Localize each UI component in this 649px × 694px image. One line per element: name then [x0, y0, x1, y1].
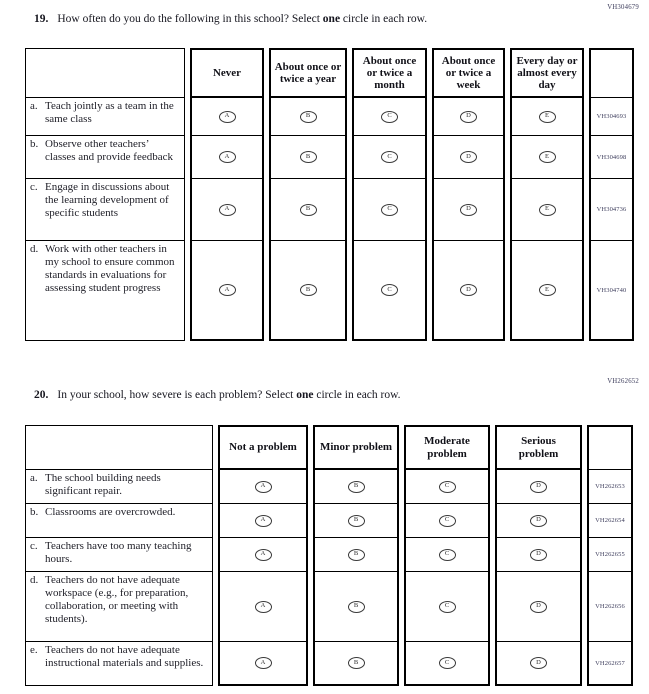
question-20-prompt-pre: In your school, how severe is each problem? Select	[57, 389, 297, 401]
q20-b-row-code	[587, 504, 633, 538]
q20-a-option-cell	[218, 470, 308, 504]
row-text: Teach jointly as a team in the same class	[45, 100, 174, 125]
q20-d-row-code	[587, 572, 633, 642]
row-text: The school building needs significant repair.	[45, 472, 161, 497]
q20-d-option-cell	[313, 572, 399, 642]
q19-a-option-cell	[352, 98, 427, 136]
answer-bubble[interactable]: B	[348, 481, 365, 493]
answer-bubble[interactable]: A	[255, 549, 272, 561]
q20-e-option-cell	[404, 642, 490, 686]
answer-bubble[interactable]: B	[348, 657, 365, 669]
q20-stub-header	[25, 425, 213, 470]
q19-a-option-cell	[510, 98, 584, 136]
answer-bubble[interactable]: C	[439, 657, 456, 669]
q19-b-option-cell	[352, 136, 427, 179]
answer-bubble[interactable]: B	[300, 204, 317, 216]
row-text: Observe other teachers’ classes and provide feedback	[45, 138, 173, 163]
answer-bubble[interactable]: D	[530, 515, 547, 527]
question-20-prompt-post: circle in each row.	[313, 389, 401, 401]
question-20-prompt-bold: one	[296, 389, 314, 401]
row-letter: a.	[30, 472, 38, 484]
q19-c-option-cell	[352, 179, 427, 241]
q19-d-option-cell	[269, 241, 347, 341]
answer-bubble[interactable]: A	[255, 515, 272, 527]
answer-bubble[interactable]: A	[255, 481, 272, 493]
answer-bubble[interactable]: B	[348, 549, 365, 561]
answer-bubble[interactable]: C	[381, 204, 398, 216]
answer-bubble[interactable]: E	[539, 204, 556, 216]
q20-e-option-cell	[313, 642, 399, 686]
q20-e-row-code	[587, 642, 633, 686]
q20-c-option-cell	[404, 538, 490, 572]
row-letter: c.	[30, 181, 38, 193]
question-19-prompt-bold: one	[322, 13, 341, 25]
q20-row-label-e	[25, 642, 213, 686]
q19-a-row-code	[589, 98, 634, 136]
q20-c-option-cell	[495, 538, 582, 572]
q20-b-option-cell	[404, 504, 490, 538]
answer-bubble[interactable]: A	[219, 204, 236, 216]
row-letter: d.	[30, 574, 39, 586]
q19-a-option-cell	[190, 98, 264, 136]
row-letter: b.	[30, 138, 39, 150]
row-text: Classrooms are overcrowded.	[45, 506, 176, 518]
answer-bubble[interactable]: C	[439, 481, 456, 493]
row-letter: b.	[30, 506, 39, 518]
q20-e-option-cell	[495, 642, 582, 686]
q19-c-option-cell	[510, 179, 584, 241]
question-19-number: 19.	[34, 13, 49, 25]
q19-b-option-cell	[269, 136, 347, 179]
q20-row-label-b	[25, 504, 213, 538]
answer-bubble[interactable]: C	[439, 549, 456, 561]
q19-c-row-code	[589, 179, 634, 241]
q20-row-label-a	[25, 470, 213, 504]
question-20-accession-code: VH262652	[607, 378, 639, 385]
q20-code-column-header	[587, 425, 633, 470]
answer-bubble[interactable]: B	[300, 111, 317, 123]
q19-code-column-header	[589, 48, 634, 98]
q20-column-header-serious-problem: Serious problem	[495, 425, 582, 470]
q20-d-option-cell	[495, 572, 582, 642]
answer-bubble[interactable]: C	[439, 601, 456, 613]
row-text: Engage in discussions about the learning development of specific students	[45, 181, 170, 219]
row-code-text: VH304698	[596, 153, 627, 161]
q19-row-label-d	[25, 241, 185, 341]
question-19-prompt-post: circle in each row.	[340, 13, 428, 25]
answer-bubble[interactable]: A	[219, 111, 236, 123]
answer-bubble[interactable]: A	[219, 284, 236, 296]
q19-column-header-never: Never	[190, 48, 264, 98]
q19-column-header-every-day: Every day or almost every day	[510, 48, 584, 98]
question-19-title	[34, 13, 427, 25]
q19-d-option-cell	[352, 241, 427, 341]
q20-row-label-d	[25, 572, 213, 642]
question-19-accession-code: VH304679	[607, 4, 639, 11]
answer-bubble[interactable]: B	[348, 601, 365, 613]
row-letter: c.	[30, 540, 38, 552]
q20-row-label-c	[25, 538, 213, 572]
row-letter: a.	[30, 100, 38, 112]
answer-bubble[interactable]: D	[530, 481, 547, 493]
row-code-text: VH304740	[596, 286, 627, 294]
row-letter: e.	[30, 644, 38, 656]
q19-column-header-once-twice-year: About once or twice a year	[269, 48, 347, 98]
q19-row-label-b	[25, 136, 185, 179]
q20-a-option-cell	[495, 470, 582, 504]
row-code-text: VH262657	[595, 659, 625, 667]
question-20-table	[25, 425, 633, 686]
answer-bubble[interactable]: C	[381, 151, 398, 163]
q20-e-option-cell	[218, 642, 308, 686]
q20-d-option-cell	[404, 572, 490, 642]
q20-c-option-cell	[218, 538, 308, 572]
answer-bubble[interactable]: D	[460, 204, 477, 216]
answer-bubble[interactable]: E	[539, 111, 556, 123]
q19-d-option-cell	[190, 241, 264, 341]
answer-bubble[interactable]: B	[300, 151, 317, 163]
row-text: Teachers do not have adequate instructional materials and supplies.	[45, 644, 204, 669]
q20-c-option-cell	[313, 538, 399, 572]
q19-b-row-code	[589, 136, 634, 179]
q19-c-option-cell	[432, 179, 505, 241]
q20-c-row-code	[587, 538, 633, 572]
row-code-text: VH304736	[596, 206, 627, 213]
question-20-number: 20.	[34, 389, 49, 401]
question-20-title	[34, 389, 401, 401]
row-text: Work with other teachers in my school to ensure common standards in evaluations for assessing student progress	[45, 243, 175, 294]
answer-bubble[interactable]: C	[439, 515, 456, 527]
q19-c-option-cell	[190, 179, 264, 241]
answer-bubble[interactable]: D	[460, 111, 477, 123]
answer-bubble[interactable]: D	[530, 601, 547, 613]
q19-d-option-cell	[510, 241, 584, 341]
q20-column-header-moderate-problem: Moderate problem	[404, 425, 490, 470]
q19-a-option-cell	[269, 98, 347, 136]
q19-b-option-cell	[510, 136, 584, 179]
answer-bubble[interactable]: D	[530, 657, 547, 669]
answer-bubble[interactable]: A	[255, 601, 272, 613]
answer-bubble[interactable]: C	[381, 111, 398, 123]
q20-b-option-cell	[313, 504, 399, 538]
q19-d-option-cell	[432, 241, 505, 341]
answer-bubble[interactable]: A	[219, 151, 236, 163]
row-text: Teachers do not have adequate workspace (e.g., for preparation, collaboration, or meeting with students).	[45, 574, 189, 625]
answer-bubble[interactable]: E	[539, 151, 556, 163]
answer-bubble[interactable]: D	[530, 549, 547, 561]
q20-d-option-cell	[218, 572, 308, 642]
answer-bubble[interactable]: A	[255, 657, 272, 669]
q19-c-option-cell	[269, 179, 347, 241]
q19-stub-header	[25, 48, 185, 98]
q19-b-option-cell	[190, 136, 264, 179]
row-code-text: VH262656	[595, 603, 625, 610]
q19-d-row-code	[589, 241, 634, 341]
q20-a-option-cell	[313, 470, 399, 504]
row-code-text: VH262654	[595, 517, 625, 524]
row-text: Teachers have too many teaching hours.	[45, 540, 192, 565]
q20-column-header-not-a-problem: Not a problem	[218, 425, 308, 470]
answer-bubble[interactable]: B	[300, 284, 317, 296]
q20-b-option-cell	[495, 504, 582, 538]
q19-column-header-once-twice-week: About once or twice a week	[432, 48, 505, 98]
answer-bubble[interactable]: D	[460, 284, 477, 296]
q19-row-label-c	[25, 179, 185, 241]
q20-a-option-cell	[404, 470, 490, 504]
q20-b-option-cell	[218, 504, 308, 538]
answer-bubble[interactable]: C	[381, 284, 398, 296]
row-code-text: VH262655	[595, 551, 625, 558]
q19-row-label-a	[25, 98, 185, 136]
q19-a-option-cell	[432, 98, 505, 136]
question-19-prompt-pre: How often do you do the following in this school? Select	[57, 13, 323, 25]
answer-bubble[interactable]: E	[539, 284, 556, 296]
question-19-table	[25, 48, 634, 341]
row-code-text: VH304693	[596, 113, 627, 120]
q19-column-header-once-twice-month: About once or twice a month	[352, 48, 427, 98]
q20-column-header-minor-problem: Minor problem	[313, 425, 399, 470]
row-code-text: VH262653	[595, 483, 625, 490]
q20-a-row-code	[587, 470, 633, 504]
answer-bubble[interactable]: D	[460, 151, 477, 163]
row-letter: d.	[30, 243, 39, 255]
q19-b-option-cell	[432, 136, 505, 179]
answer-bubble[interactable]: B	[348, 515, 365, 527]
